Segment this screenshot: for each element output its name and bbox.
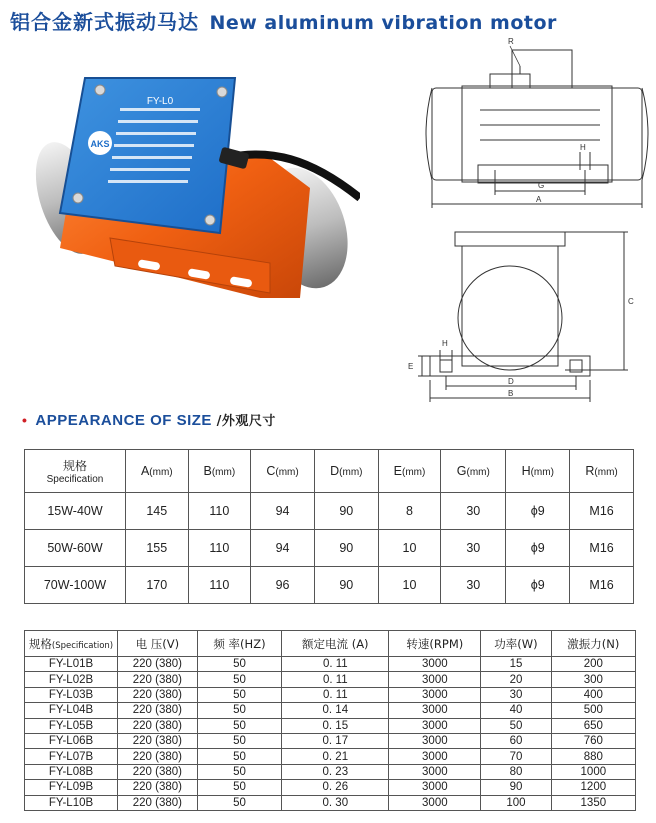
table-cell: 50 — [197, 657, 281, 672]
table-cell: 0. 11 — [282, 672, 389, 687]
table-cell: 50 — [197, 687, 281, 702]
table-row — [25, 530, 634, 567]
col-unit: (mm) — [149, 467, 173, 478]
dim-label-g: G — [538, 181, 545, 190]
brand-mark: AKS — [90, 139, 110, 149]
col-letter: A — [140, 464, 150, 478]
table-cell: 1000 — [551, 764, 635, 779]
table-cell: 80 — [481, 764, 551, 779]
col-unit: (mm) — [339, 467, 363, 478]
col-header-voltage: 电 压(V) — [118, 631, 198, 657]
dim-label-e: E — [408, 362, 414, 371]
table-cell: 220 (380) — [118, 795, 198, 810]
dim-label-b: B — [508, 389, 514, 398]
spec-header-en: Specification — [46, 474, 104, 485]
table-cell: 50 — [197, 672, 281, 687]
table-cell: 880 — [551, 749, 635, 764]
table-cell: 70 — [481, 749, 551, 764]
col-header-b — [188, 450, 251, 493]
col-letter: H — [521, 464, 531, 478]
size-table — [24, 449, 634, 604]
table-cell: 50 — [197, 764, 281, 779]
plate-screw — [95, 85, 105, 95]
table-cell: 3000 — [389, 764, 481, 779]
table-cell: 0. 26 — [282, 780, 389, 795]
table-cell: 3000 — [389, 672, 481, 687]
table-cell: 50 — [197, 795, 281, 810]
table-cell: 15 — [481, 657, 551, 672]
table-cell: 50 — [197, 749, 281, 764]
table-cell: 20 — [481, 672, 551, 687]
table-cell: 50 — [197, 703, 281, 718]
table-cell: 760 — [551, 733, 635, 748]
table-cell: 60 — [481, 733, 551, 748]
title-chinese: 铝合金新式振动马达 — [10, 10, 199, 34]
table-cell: 1200 — [551, 780, 635, 795]
table-cell: FY-L01B — [25, 657, 118, 672]
col-header-spec — [25, 631, 118, 657]
table-cell: 3000 — [389, 703, 481, 718]
table-cell: FY-L04B — [25, 703, 118, 718]
table-cell: 500 — [551, 703, 635, 718]
table-cell: 3000 — [389, 795, 481, 810]
col-letter: G — [456, 464, 467, 478]
table-cell: 90 — [314, 493, 378, 530]
table-cell: 50 — [197, 780, 281, 795]
table-cell: 3000 — [389, 733, 481, 748]
table-cell: 1350 — [551, 795, 635, 810]
table-cell: 0. 15 — [282, 718, 389, 733]
table-cell: 220 (380) — [118, 733, 198, 748]
table-cell: 8 — [378, 493, 441, 530]
drawing-front-view — [400, 222, 656, 412]
table-cell: 96 — [251, 567, 315, 604]
table-cell: 170 — [126, 567, 189, 604]
col-header-r — [570, 450, 634, 493]
section-title-en: APPEARANCE OF SIZE — [35, 412, 212, 429]
table-cell: 94 — [251, 530, 315, 567]
table-cell: 0. 30 — [282, 795, 389, 810]
table-cell: 650 — [551, 718, 635, 733]
table-cell: 30 — [481, 687, 551, 702]
table-cell: 30 — [441, 530, 506, 567]
table-cell: 220 (380) — [118, 657, 198, 672]
table-cell: 0. 21 — [282, 749, 389, 764]
col-unit: (mm) — [594, 467, 618, 478]
table-row — [25, 780, 636, 795]
table-cell: FY-L06B — [25, 733, 118, 748]
table-cell: M16 — [570, 567, 634, 604]
plate-screw — [73, 193, 83, 203]
section-heading — [22, 410, 276, 429]
table-cell: 220 (380) — [118, 780, 198, 795]
table-cell: 94 — [251, 493, 315, 530]
plate-screw — [205, 215, 215, 225]
table-cell: 145 — [126, 493, 189, 530]
table-row — [25, 687, 636, 702]
dim-label-d: D — [508, 377, 514, 386]
table-cell: 10 — [378, 567, 441, 604]
table-row — [25, 567, 634, 604]
table-cell: ϕ9 — [506, 567, 570, 604]
table-cell: 3000 — [389, 718, 481, 733]
spec-table-header — [25, 631, 636, 657]
table-cell: 0. 11 — [282, 687, 389, 702]
table-cell: FY-L03B — [25, 687, 118, 702]
col-header-e — [378, 450, 441, 493]
table-cell: 200 — [551, 657, 635, 672]
bullet-dot: • — [22, 412, 28, 428]
title-english: New aluminum vibration motor — [209, 12, 557, 34]
table-cell: 50 — [197, 718, 281, 733]
dim-label-r: R — [508, 37, 514, 46]
dim-label-h: H — [442, 339, 448, 348]
table-cell: FY-L05B — [25, 718, 118, 733]
table-cell: 40 — [481, 703, 551, 718]
table-row — [25, 718, 636, 733]
dim-label-h: H — [580, 143, 586, 152]
col-header-speed: 转速(RPM) — [389, 631, 481, 657]
table-cell: 0. 11 — [282, 657, 389, 672]
col-unit: (mm) — [402, 467, 426, 478]
table-row — [25, 733, 636, 748]
table-row — [25, 657, 636, 672]
col-letter: C — [266, 464, 276, 478]
table-row — [25, 672, 636, 687]
dim-label-c: C — [628, 297, 634, 306]
table-cell: ϕ9 — [506, 530, 570, 567]
table-cell: 90 — [314, 567, 378, 604]
table-cell: 3000 — [389, 780, 481, 795]
table-cell: 110 — [188, 530, 251, 567]
table-cell: 100 — [481, 795, 551, 810]
col-unit: (mm) — [530, 467, 554, 478]
table-cell: 3000 — [389, 749, 481, 764]
col-header-h — [506, 450, 570, 493]
dim-label-a: A — [536, 195, 542, 204]
col-letter: D — [330, 464, 340, 478]
col-unit: (mm) — [466, 467, 490, 478]
table-cell: 30 — [441, 493, 506, 530]
spec-header-cn: 规格 — [62, 459, 87, 473]
table-cell: 0. 14 — [282, 703, 389, 718]
drawing-top-view — [420, 30, 656, 215]
section-title-cn: /外观尺寸 — [216, 414, 276, 429]
table-cell: 155 — [126, 530, 189, 567]
table-cell: M16 — [570, 530, 634, 567]
col-header-a — [126, 450, 189, 493]
table-cell: 50W-60W — [25, 530, 126, 567]
table-cell: FY-L10B — [25, 795, 118, 810]
table-cell: 300 — [551, 672, 635, 687]
table-cell: 110 — [188, 493, 251, 530]
table-cell: 15W-40W — [25, 493, 126, 530]
col-unit: (mm) — [275, 467, 299, 478]
table-cell: FY-L07B — [25, 749, 118, 764]
table-cell: FY-L09B — [25, 780, 118, 795]
table-cell: 30 — [441, 567, 506, 604]
table-cell: M16 — [570, 493, 634, 530]
table-cell: 90 — [481, 780, 551, 795]
size-table-header — [25, 450, 634, 493]
spec-header — [25, 450, 126, 493]
table-cell: 110 — [188, 567, 251, 604]
col-letter: E — [393, 464, 402, 478]
spec-table-body — [25, 657, 636, 811]
motor-photo — [20, 48, 360, 298]
col-header-frequency: 频 率(HZ) — [197, 631, 281, 657]
col-header-power: 功率(W) — [481, 631, 551, 657]
table-cell: 0. 23 — [282, 764, 389, 779]
col-header-g — [441, 450, 506, 493]
table-cell: FY-L08B — [25, 764, 118, 779]
table-cell: 400 — [551, 687, 635, 702]
col-letter: B — [203, 464, 212, 478]
table-cell: 3000 — [389, 687, 481, 702]
table-row — [25, 493, 634, 530]
table-cell: 220 (380) — [118, 703, 198, 718]
table-cell: 3000 — [389, 657, 481, 672]
plate-screw — [217, 87, 227, 97]
col-unit: (mm) — [211, 467, 236, 478]
table-row — [25, 764, 636, 779]
table-cell: 50 — [197, 733, 281, 748]
table-cell: 220 (380) — [118, 672, 198, 687]
spec-header-en: (Specification) — [51, 640, 114, 651]
table-row — [25, 795, 636, 810]
table-cell: 70W-100W — [25, 567, 126, 604]
table-cell: 10 — [378, 530, 441, 567]
col-header-force: 激振力(N) — [551, 631, 635, 657]
table-row — [25, 749, 636, 764]
table-cell: FY-L02B — [25, 672, 118, 687]
col-header-d — [314, 450, 378, 493]
plate-model: FY-L0 — [146, 96, 174, 107]
table-cell: 220 (380) — [118, 718, 198, 733]
table-row — [25, 703, 636, 718]
table-cell: 0. 17 — [282, 733, 389, 748]
table-cell: 90 — [314, 530, 378, 567]
table-cell: ϕ9 — [506, 493, 570, 530]
table-cell: 220 (380) — [118, 764, 198, 779]
spec-header-cn: 规格 — [28, 636, 52, 651]
col-header-c — [251, 450, 315, 493]
col-header-current: 额定电流 (A) — [282, 631, 389, 657]
table-cell: 50 — [481, 718, 551, 733]
table-cell: 220 (380) — [118, 687, 198, 702]
col-letter: R — [585, 464, 595, 478]
table-cell: 220 (380) — [118, 749, 198, 764]
spec-table — [24, 630, 636, 811]
